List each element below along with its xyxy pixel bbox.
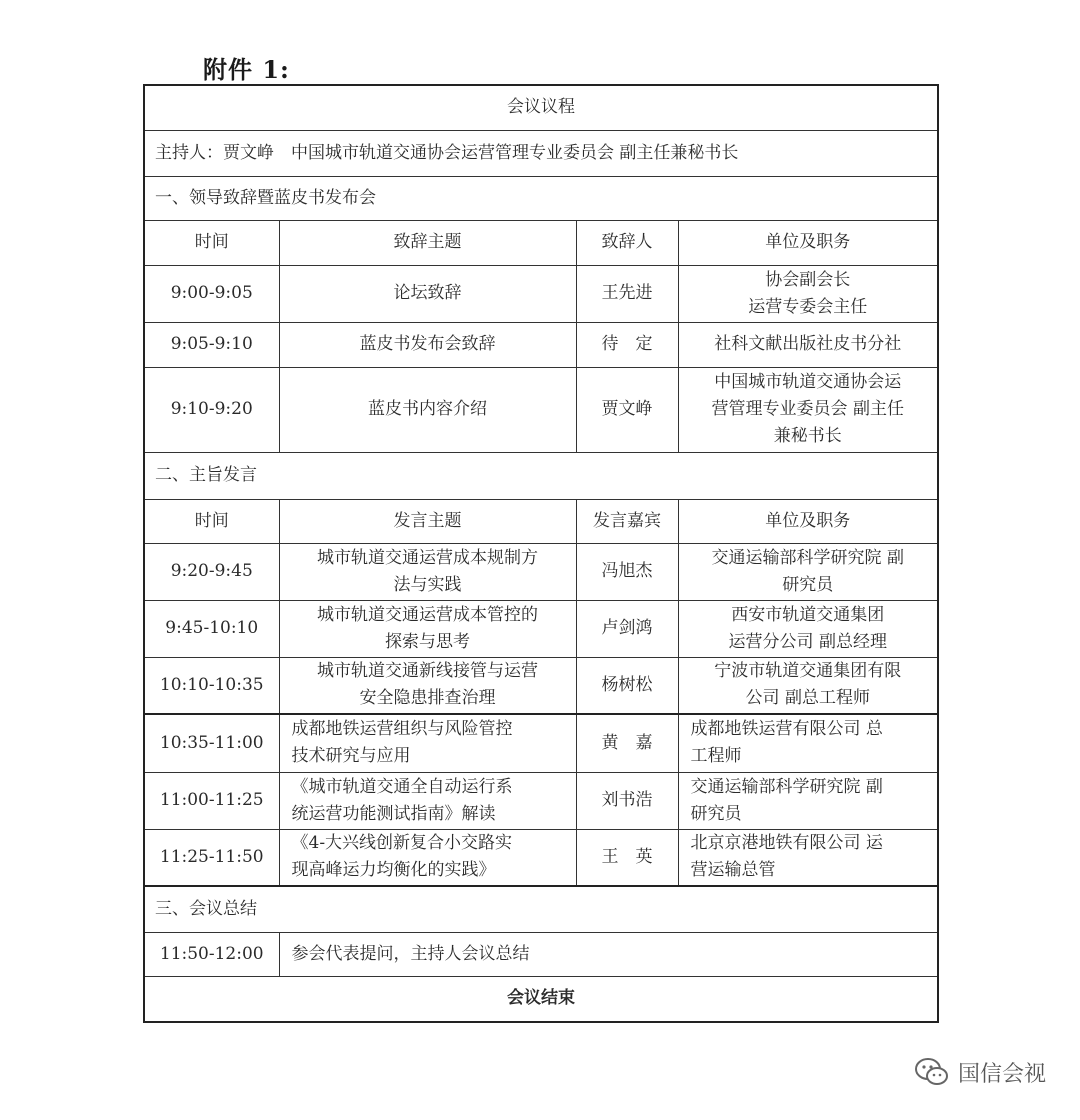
closing-cell: 会议结束 <box>144 976 938 1022</box>
section1-header-row <box>144 220 938 265</box>
section2-heading: 二、主旨发言 <box>144 452 938 499</box>
col-header-topic: 发言主题 <box>279 499 576 543</box>
section1-heading: 一、领导致辞暨蓝皮书发布会 <box>144 176 938 220</box>
topic-cell: 论坛致辞 <box>279 265 576 322</box>
col-header-time: 时间 <box>144 499 279 543</box>
col-header-time: 时间 <box>144 220 279 265</box>
col-header-org: 单位及职务 <box>678 499 938 543</box>
col-header-speaker: 发言嘉宾 <box>576 499 678 543</box>
time-cell: 10:10-10:35 <box>144 657 279 714</box>
speaker-cell: 王 英 <box>576 829 678 886</box>
topic-cell: 成都地铁运营组织与风险管控 技术研究与应用 <box>279 714 576 772</box>
watermark <box>914 1056 1046 1088</box>
org-cell: 交通运输部科学研究院 副 研究员 <box>678 543 938 600</box>
time-cell: 11:00-11:25 <box>144 772 279 829</box>
col-header-org: 单位及职务 <box>678 220 938 265</box>
watermark-text: 国信会视 <box>957 1061 1046 1087</box>
topic-cell: 蓝皮书内容介绍 <box>279 367 576 452</box>
time-cell: 9:10-9:20 <box>144 367 279 452</box>
speaker-cell: 待 定 <box>576 322 678 367</box>
org-cell: 成都地铁运营有限公司 总 工程师 <box>678 714 938 772</box>
time-cell: 11:50-12:00 <box>144 932 279 976</box>
table-row <box>144 367 938 452</box>
table-row <box>144 829 938 886</box>
table-row <box>144 600 938 657</box>
time-cell: 11:25-11:50 <box>144 829 279 886</box>
topic-cell: 城市轨道交通运营成本管控的 探索与思考 <box>279 600 576 657</box>
col-header-topic: 致辞主题 <box>279 220 576 265</box>
table-row <box>144 265 938 322</box>
org-cell: 宁波市轨道交通集团有限 公司 副总工程师 <box>678 657 938 714</box>
topic-cell: 蓝皮书发布会致辞 <box>279 322 576 367</box>
org-cell: 交通运输部科学研究院 副 研究员 <box>678 772 938 829</box>
org-cell: 协会副会长 运营专委会主任 <box>678 265 938 322</box>
time-cell: 9:00-9:05 <box>144 265 279 322</box>
table-row <box>144 714 938 772</box>
time-cell: 9:05-9:10 <box>144 322 279 367</box>
agenda-table <box>143 84 939 1023</box>
org-cell: 西安市轨道交通集团 运营分公司 副总经理 <box>678 600 938 657</box>
speaker-cell: 黄 嘉 <box>576 714 678 772</box>
speaker-cell: 卢剑鸿 <box>576 600 678 657</box>
section2-header-row <box>144 499 938 543</box>
summary-cell: 参会代表提问，主持人会议总结 <box>279 932 938 976</box>
topic-cell: 《城市轨道交通全自动运行系 统运营功能测试指南》解读 <box>279 772 576 829</box>
col-header-speaker: 致辞人 <box>576 220 678 265</box>
org-cell: 北京京港地铁有限公司 运 营运输总管 <box>678 829 938 886</box>
org-cell: 社科文献出版社皮书分社 <box>678 322 938 367</box>
topic-cell: 城市轨道交通新线接管与运营 安全隐患排查治理 <box>279 657 576 714</box>
time-cell: 9:20-9:45 <box>144 543 279 600</box>
agenda-title: 会议议程 <box>144 85 938 130</box>
section3-heading: 三、会议总结 <box>144 886 938 932</box>
speaker-cell: 杨树松 <box>576 657 678 714</box>
topic-cell: 城市轨道交通运营成本规制方 法与实践 <box>279 543 576 600</box>
speaker-cell: 冯旭杰 <box>576 543 678 600</box>
speaker-cell: 王先进 <box>576 265 678 322</box>
host-info: 主持人：贾文峥 中国城市轨道交通协会运营管理专业委员会 副主任兼秘书长 <box>144 130 938 176</box>
time-cell: 9:45-10:10 <box>144 600 279 657</box>
time-cell: 10:35-11:00 <box>144 714 279 772</box>
topic-cell: 《4-大兴线创新复合小交路实 现高峰运力均衡化的实践》 <box>279 829 576 886</box>
table-row <box>144 322 938 367</box>
table-row <box>144 657 938 714</box>
org-cell: 中国城市轨道交通协会运 营管理专业委员会 副主任 兼秘书长 <box>678 367 938 452</box>
wechat-icon <box>914 1056 950 1088</box>
speaker-cell: 刘书浩 <box>576 772 678 829</box>
speaker-cell: 贾文峥 <box>576 367 678 452</box>
table-row <box>144 543 938 600</box>
table-row <box>144 772 938 829</box>
table-row <box>144 932 938 976</box>
attachment-label: 附件 1: <box>203 55 290 84</box>
